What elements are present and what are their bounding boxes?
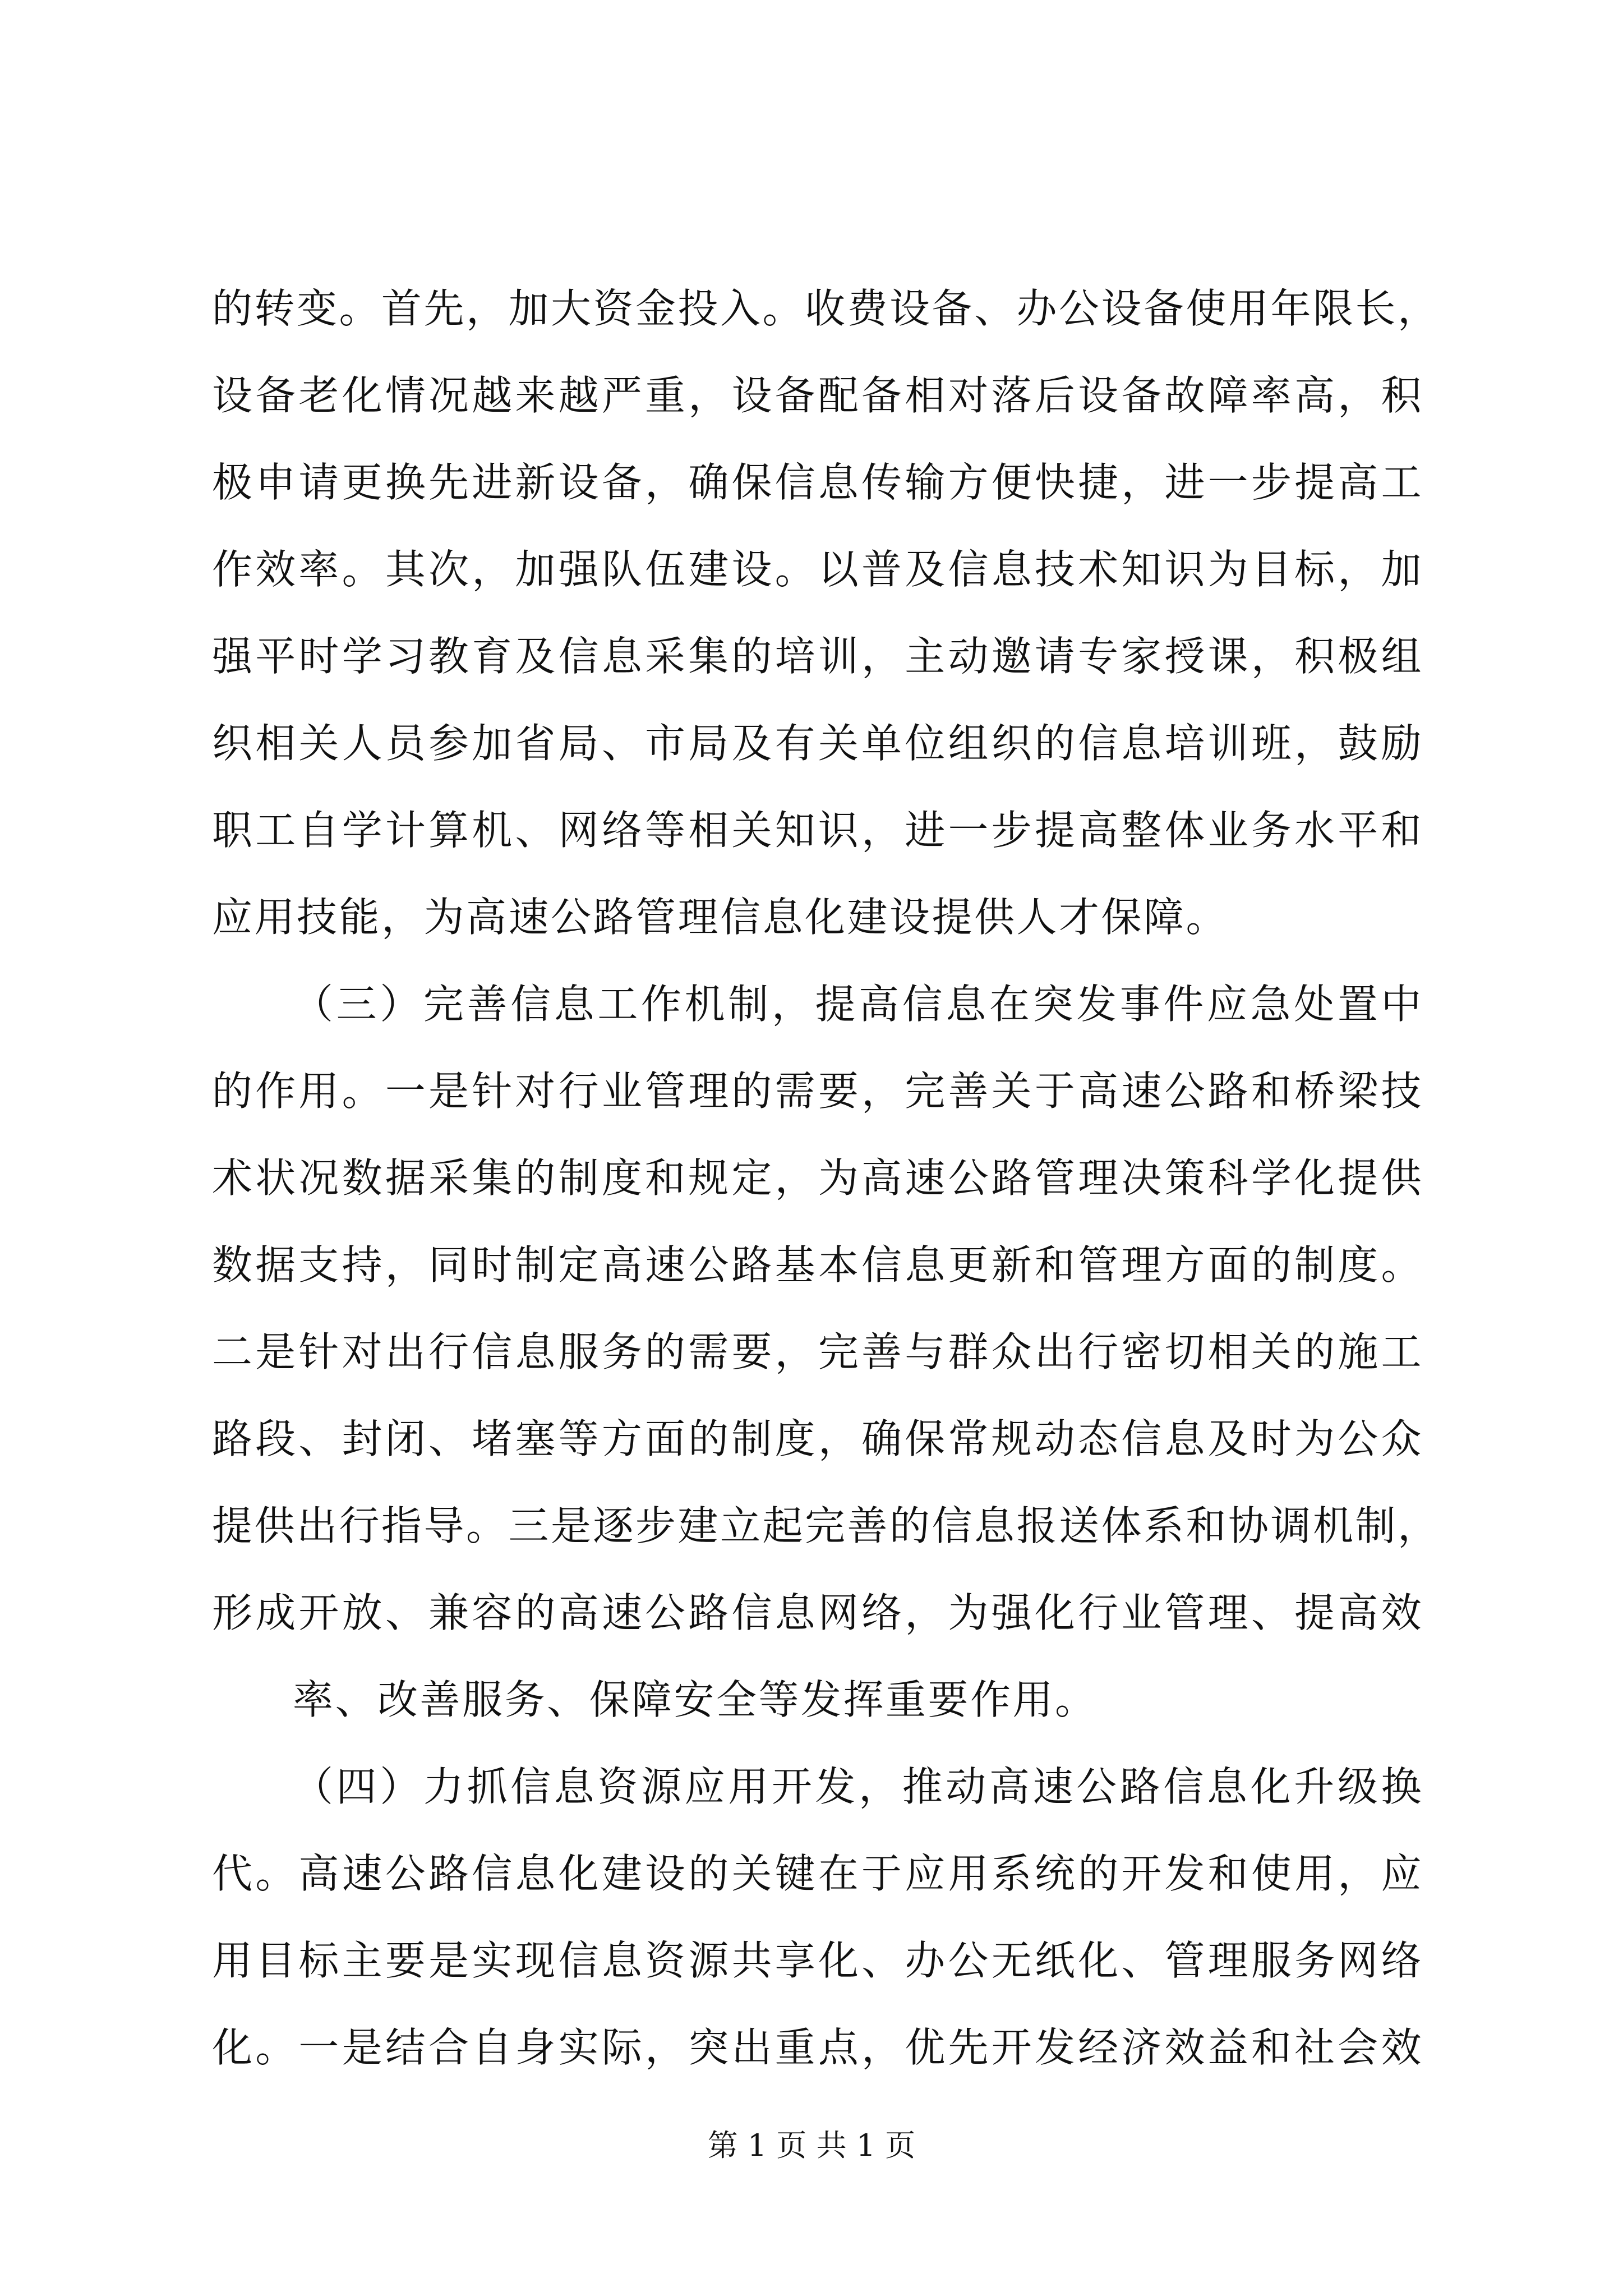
body-line: 强平时学习教育及信息采集的培训，主动邀请专家授课，积极组 xyxy=(212,633,1423,680)
page-footer: 第 1 页 共 1 页 xyxy=(707,2128,916,2163)
section-heading-3: （三）完善信息工作机制，提高信息在突发事件应急处置中 xyxy=(293,981,1423,1028)
body-line: 的作用。一是针对行业管理的需要，完善关于高速公路和桥梁技 xyxy=(212,1068,1423,1115)
body-line: 提供出行指导。三是逐步建立起完善的信息报送体系和协调机制， xyxy=(212,1502,1440,1549)
body-line: 极申请更换先进新设备，确保信息传输方便快捷，进一步提高工 xyxy=(212,459,1423,506)
body-line: 织相关人员参加省局、市局及有关单位组织的信息培训班，鼓励 xyxy=(212,720,1423,767)
body-line: 代。高速公路信息化建设的关键在于应用系统的开发和使用，应 xyxy=(212,1850,1423,1897)
body-line: 术状况数据采集的制度和规定，为高速公路管理决策科学化提供 xyxy=(212,1154,1423,1202)
body-line: 用目标主要是实现信息资源共享化、办公无纸化、管理服务网络 xyxy=(212,1937,1423,1984)
body-line: 化。一是结合自身实际，突出重点，优先开发经济效益和社会效 xyxy=(212,2024,1423,2071)
body-line: 的转变。首先，加大资金投入。收费设备、办公设备使用年限长， xyxy=(212,285,1440,332)
body-line: 数据支持，同时制定高速公路基本信息更新和管理方面的制度。 xyxy=(212,1241,1423,1289)
body-line: 应用技能，为高速公路管理信息化建设提供人才保障。 xyxy=(212,894,1229,941)
body-line: 职工自学计算机、网络等相关知识，进一步提高整体业务水平和 xyxy=(212,807,1423,854)
body-line: 率、改善服务、保障安全等发挥重要作用。 xyxy=(293,1676,1098,1723)
body-line: 路段、封闭、堵塞等方面的制度，确保常规动态信息及时为公众 xyxy=(212,1415,1423,1462)
body-line: 设备老化情况越来越严重，设备配备相对落后设备故障率高，积 xyxy=(212,372,1423,419)
body-line: 形成开放、兼容的高速公路信息网络，为强化行业管理、提高效 xyxy=(212,1589,1423,1636)
body-line: 作效率。其次，加强队伍建设。以普及信息技术知识为目标，加 xyxy=(212,546,1423,593)
body-line: 二是针对出行信息服务的需要，完善与群众出行密切相关的施工 xyxy=(212,1328,1423,1375)
section-heading-4: （四）力抓信息资源应用开发，推动高速公路信息化升级换 xyxy=(293,1763,1423,1810)
